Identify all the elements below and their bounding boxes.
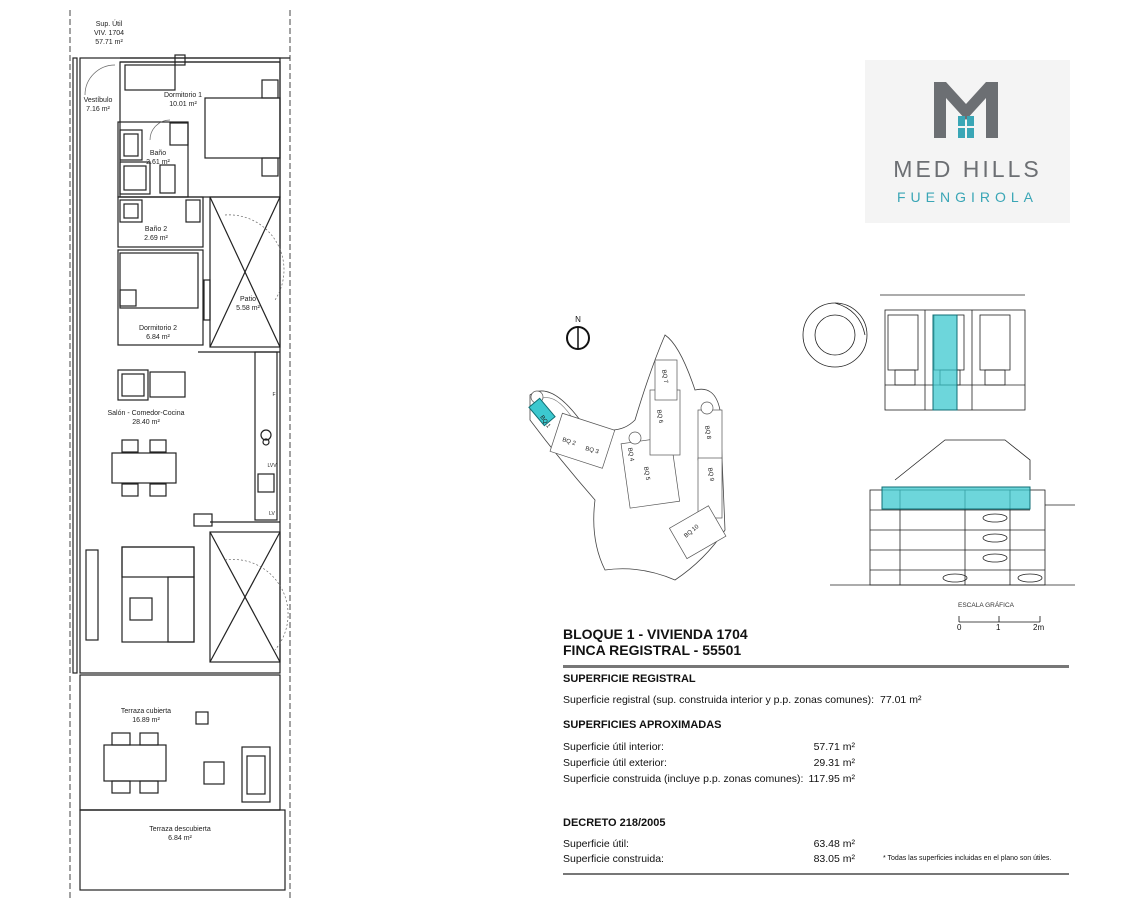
decreto-label: Superficie construida: xyxy=(563,853,664,865)
room-name: Dormitorio 1 xyxy=(163,92,203,99)
registral-value: 77.01 m² xyxy=(880,694,922,706)
room-label xyxy=(130,324,186,342)
room-area: 6.84 m² xyxy=(146,334,170,341)
scale-tick-label: 0 xyxy=(957,623,962,632)
aprox-value: 117.95 m² xyxy=(808,773,855,785)
room-name: Salón - Comedor-Cocina xyxy=(107,410,185,417)
room-label xyxy=(228,295,268,313)
building-key-plan xyxy=(800,285,1035,420)
block-label: BQ 3 xyxy=(584,446,600,456)
scale-tick-label: 2m xyxy=(1033,623,1045,632)
room-name: Baño xyxy=(149,150,167,157)
room-name: Terraza cubierta xyxy=(120,708,172,715)
decreto-label: Superficie útil: xyxy=(563,838,629,850)
appliance-mark: LV xyxy=(269,511,275,517)
registry-title: FINCA REGISTRAL - 55501 xyxy=(563,642,742,658)
site-map xyxy=(520,310,780,590)
appliance-mark: F xyxy=(272,392,276,398)
plan-total-unit: VIV. 1704 xyxy=(93,30,125,37)
room-area: 16.89 m² xyxy=(132,717,160,724)
room-area: 28.40 m² xyxy=(132,419,160,426)
room-label xyxy=(138,149,178,167)
aprox-label: Superficie construida (incluye p.p. zonas comunes): xyxy=(563,773,804,785)
block-label: BQ 8 xyxy=(703,425,712,440)
block-label: BQ 10 xyxy=(683,523,701,540)
room-label xyxy=(118,707,174,725)
room-label xyxy=(78,96,118,114)
appliance-mark: LVV xyxy=(267,463,277,469)
room-label xyxy=(140,825,220,843)
room-name: Dormitorio 2 xyxy=(138,325,178,332)
block-label: BQ 1 xyxy=(538,414,552,430)
room-area: 5.58 m² xyxy=(236,305,260,312)
registral-label: Superficie registral (sup. construida interior y p.p. zonas comunes): xyxy=(563,694,875,706)
building-section xyxy=(830,435,1075,590)
plan-total xyxy=(88,20,130,47)
room-name: Terraza descubierta xyxy=(149,826,211,833)
room-area: 7.16 m² xyxy=(86,106,110,113)
footnote: * Todas las superficies incluidas en el plano son útiles. xyxy=(883,855,1052,862)
decreto-value: 63.48 m² xyxy=(813,838,855,850)
aprox-label: Superficie útil exterior: xyxy=(563,757,667,769)
room-label xyxy=(104,409,188,427)
brand-logo xyxy=(865,60,1070,223)
section-aprox: SUPERFICIES APROXIMADAS xyxy=(563,719,722,731)
plan-total-value: 57.71 m² xyxy=(95,39,123,46)
room-label xyxy=(136,225,176,243)
decreto-value: 83.05 m² xyxy=(813,853,855,865)
north-label: N xyxy=(575,315,581,324)
room-name: Baño 2 xyxy=(144,226,168,233)
unit-title: BLOQUE 1 - VIVIENDA 1704 xyxy=(563,626,748,642)
block-label: BQ 7 xyxy=(660,369,669,384)
scale-title: ESCALA GRÁFICA xyxy=(958,602,1014,609)
room-name: Patio xyxy=(240,296,256,303)
aprox-value: 29.31 m² xyxy=(813,757,855,769)
block-label: BQ 6 xyxy=(655,409,664,424)
section-decreto: DECRETO 218/2005 xyxy=(563,817,666,829)
block-label: BQ 4 xyxy=(626,447,635,462)
logo-mark-icon xyxy=(934,82,998,138)
scale-bar xyxy=(958,612,1043,624)
room-area: 2.61 m² xyxy=(146,159,170,166)
divider xyxy=(563,665,1069,668)
logo-subtitle: FUENGIROLA xyxy=(896,189,1038,205)
plan-total-title: Sup. Útil xyxy=(95,21,123,28)
room-area: 10.01 m² xyxy=(169,101,197,108)
scale-tick-label: 1 xyxy=(996,623,1001,632)
north-arrow-icon xyxy=(567,315,589,349)
room-name: Vestíbulo xyxy=(83,97,113,104)
logo-name: MED HILLS xyxy=(893,156,1042,182)
aprox-value: 57.71 m² xyxy=(813,741,855,753)
aprox-label: Superficie útil interior: xyxy=(563,741,664,753)
floor-plan xyxy=(0,0,300,907)
block-label: BQ 2 xyxy=(561,437,577,448)
room-area: 6.84 m² xyxy=(168,835,192,842)
room-label xyxy=(158,91,208,109)
block-label: BQ 5 xyxy=(642,466,651,481)
block-label: BQ 9 xyxy=(706,467,715,482)
room-area: 2.69 m² xyxy=(144,235,168,242)
section-registral: SUPERFICIE REGISTRAL xyxy=(563,673,696,685)
divider xyxy=(563,873,1069,875)
